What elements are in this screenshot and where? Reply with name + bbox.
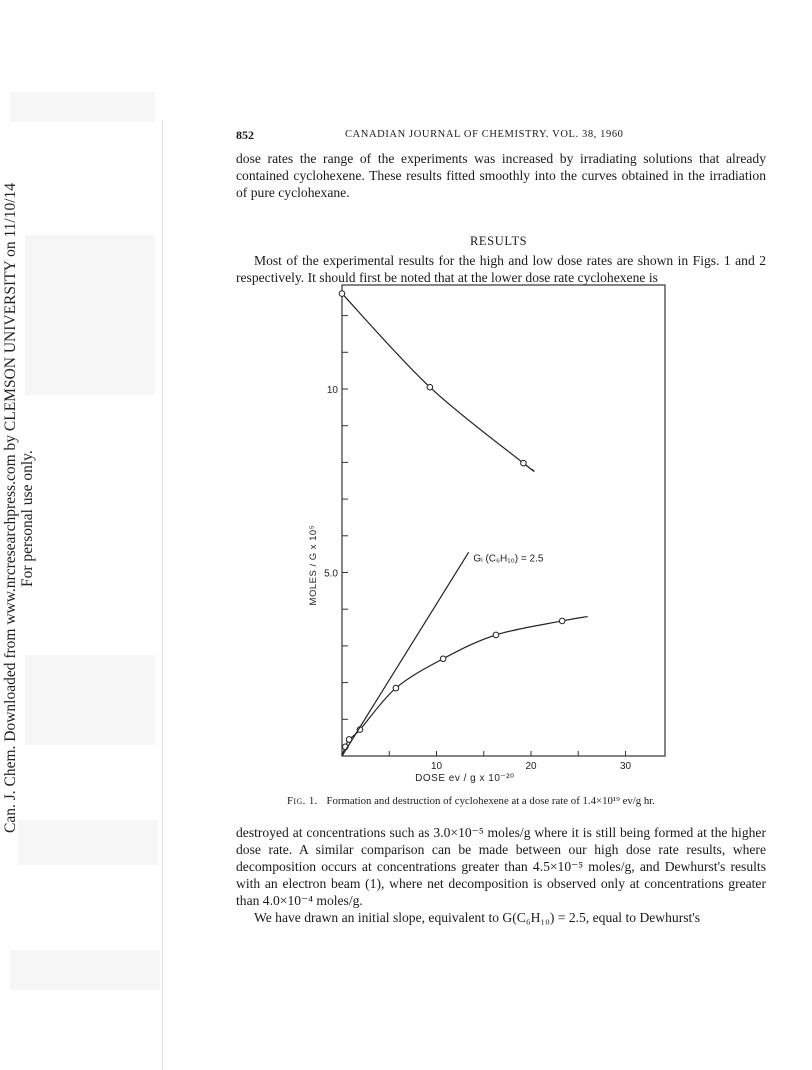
data-point: [493, 632, 499, 638]
data-point: [559, 618, 565, 624]
page-number: 852: [236, 128, 254, 142]
data-point: [339, 291, 345, 297]
caption-text: Formation and destruction of cyclohexene at a dose rate of 1.4×10¹⁹ ev/g hr.: [326, 795, 655, 807]
initial-slope-line: [342, 552, 469, 756]
download-note-line2: For personal use only.: [19, 450, 36, 587]
paragraph: destroyed at concentrations such as 3.0×10⁻⁵ moles/g where it is still being formed at the higher dose rate. A similar comparison can be made between our high dose rate results, where decomposition occurs at concentrations greater than 4.5×10⁻⁵ moles/g, and Dewhurst's results with an electron beam (1), where net decomposition is observed only at concentrations greater than 4.0×10⁻⁴ moles/g.: [236, 825, 766, 908]
plot-frame: [342, 285, 665, 756]
data-point: [427, 384, 433, 390]
body-paragraph-bottom: [236, 824, 766, 926]
section-heading: RESULTS: [470, 234, 528, 248]
x-axis-label: DOSE ev / g x 10⁻²⁰: [415, 773, 515, 784]
data-point: [521, 460, 527, 466]
caption-label: Fig. 1.: [287, 795, 318, 807]
slope-annotation: Gᵢ (C₆H₁₀) = 2.5: [473, 553, 544, 565]
download-note-line1: Can. J. Chem. Downloaded from www.nrcresearchpress.com by CLEMSON UNIVERSITY on 11/10/14: [2, 182, 19, 833]
figure-caption: [287, 795, 655, 807]
paragraph: Most of the experimental results for the high and low dose rates are shown in Figs. 1 and 2 respectively. It should first be noted that at the lower dose rate cyclohexene is: [236, 253, 766, 285]
series-line-destruction: [342, 294, 534, 472]
data-point: [393, 685, 399, 691]
data-point: [440, 656, 446, 662]
y-tick-label: 10: [326, 385, 338, 396]
series-line-formation: [342, 617, 588, 756]
paragraph: We have drawn an initial slope, equivalent to G(C₆H₁₀) = 2.5, equal to Dewhurst's: [254, 910, 701, 925]
y-tick-label: 5.0: [324, 568, 338, 580]
x-tick-label: 10: [430, 761, 443, 772]
y-axis-label: MOLES / G x 10⁵: [308, 524, 319, 606]
running-head: CANADIAN JOURNAL OF CHEMISTRY. VOL. 38, 1960: [345, 129, 624, 140]
x-tick-label: 30: [619, 761, 632, 772]
x-tick-label: 20: [525, 761, 537, 772]
paragraph: dose rates the range of the experiments was increased by irradiating solutions that already contained cyclohexene. These results fitted smoothly into the curves obtained in the irradiation of pure cyclohexane.: [236, 151, 766, 200]
